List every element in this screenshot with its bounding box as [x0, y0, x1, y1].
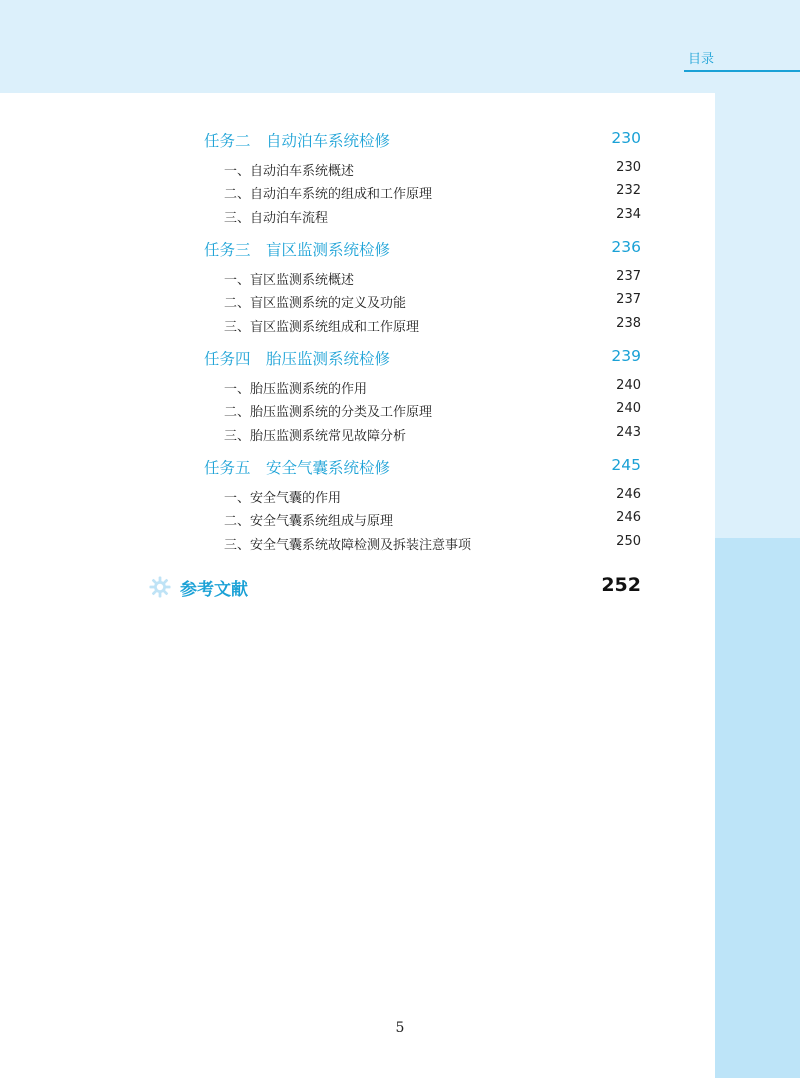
toc-item-title[interactable]: 一、盲区监测系统概述	[224, 273, 355, 288]
toc-item-title[interactable]: 三、安全气囊系统故障检测及拆装注意事项	[224, 538, 472, 553]
toc-item-page: 230	[616, 160, 641, 175]
toc-item-title[interactable]: 三、盲区监测系统组成和工作原理	[224, 320, 420, 335]
toc-item-page: 246	[616, 510, 641, 525]
toc-item-title[interactable]: 二、盲区监测系统的定义及功能	[224, 296, 407, 311]
gear-icon	[149, 576, 171, 598]
toc-item-title[interactable]: 三、胎压监测系统常见故障分析	[224, 429, 407, 444]
page-number: 5	[395, 1020, 405, 1036]
toc-item-page: 243	[616, 425, 641, 440]
toc-item-page: 234	[616, 207, 641, 222]
toc-item-page: 237	[616, 292, 641, 307]
toc-task-page: 239	[611, 347, 641, 365]
toc-item-title[interactable]: 一、自动泊车系统概述	[224, 164, 355, 179]
toc-task-title[interactable]: 任务三 盲区监测系统检修	[204, 241, 391, 259]
toc-item-page: 240	[616, 378, 641, 393]
references-title[interactable]: 参考文献	[180, 580, 248, 600]
toc-item-title[interactable]: 二、胎压监测系统的分类及工作原理	[224, 405, 433, 420]
toc-item-page: 237	[616, 269, 641, 284]
toc-task-page: 245	[611, 456, 641, 474]
toc-task-title[interactable]: 任务四 胎压监测系统检修	[204, 350, 391, 368]
toc-item-title[interactable]: 二、自动泊车系统的组成和工作原理	[224, 187, 433, 202]
toc-task-page: 236	[611, 238, 641, 256]
references-page: 252	[601, 574, 641, 596]
running-header: 目录	[687, 52, 714, 67]
toc-item-page: 240	[616, 401, 641, 416]
toc-task-page: 230	[611, 129, 641, 147]
toc-item-title[interactable]: 二、安全气囊系统组成与原理	[224, 514, 394, 529]
toc-item-title[interactable]: 一、安全气囊的作用	[224, 491, 342, 506]
toc-item-title[interactable]: 一、胎压监测系统的作用	[224, 382, 368, 397]
toc-item-page: 246	[616, 487, 641, 502]
toc-task-title[interactable]: 任务二 自动泊车系统检修	[204, 132, 391, 150]
toc-task-title[interactable]: 任务五 安全气囊系统检修	[204, 459, 391, 477]
toc-item-page: 250	[616, 534, 641, 549]
toc-item-page: 238	[616, 316, 641, 331]
toc-item-page: 232	[616, 183, 641, 198]
toc-item-title[interactable]: 三、自动泊车流程	[224, 211, 329, 226]
